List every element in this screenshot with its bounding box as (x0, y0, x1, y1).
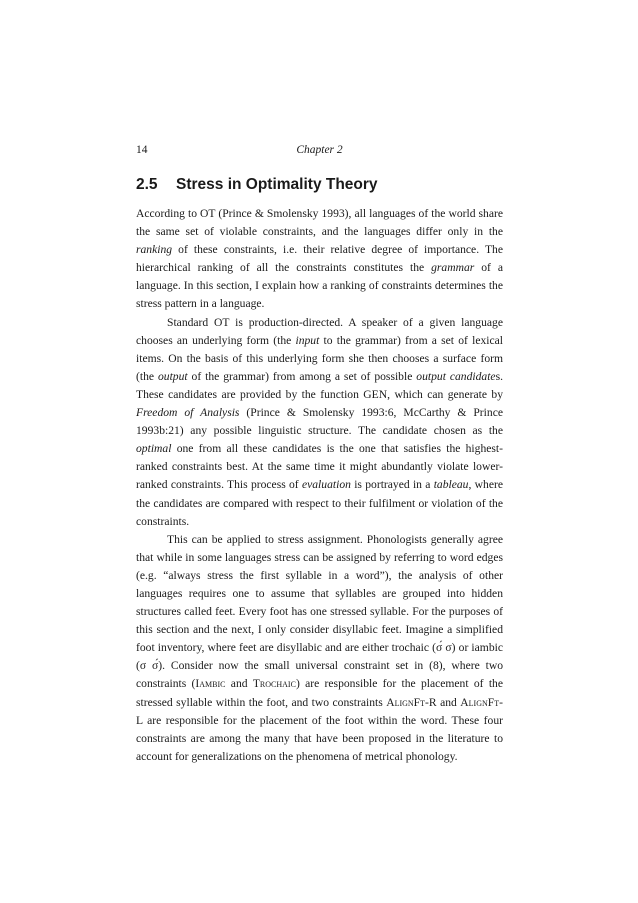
text-run: s. These candidates are provided by the function GEN, which can generate by (136, 369, 503, 401)
text-run: -R and (425, 695, 461, 709)
paragraph (136, 205, 503, 314)
constraint-name: Iambic (195, 677, 226, 691)
emphasized-term: ranking (136, 243, 173, 257)
text-run: is portrayed in a (350, 478, 434, 492)
section-number: 2.5 (136, 176, 158, 193)
text-run: of these constraints, i.e. their relative degree of importance. The hierarchical ranking of all the constraints constitutes the (136, 243, 503, 275)
text-run: Standard OT is production-directed. A speaker of a given language chooses an underlying form (the (136, 315, 503, 347)
emphasized-term: optimal (136, 442, 172, 456)
text-run: to the grammar) from a set of lexical items. On the basis of this underlying form she then chooses a surface form (the (136, 333, 503, 383)
section-heading (136, 176, 503, 194)
text-run: This can be applied to stress assignment. Phonologists generally agree that while in some languages stress can be assigned by referring to word edges (e.g. “always stress the first syllable in a word”), the analysis of other languages requires one to assume that syllables are grouped into hidden structures called feet. Every foot has one stressed syllable. For the purposes of this section and the next, I only consider disyllabic feet. Imagine a simplified foot inventory, where feet are disyllabic and are either trochaic (σ́ σ) or iambic (σ σ́). Consider now the small universal constraint set in (8), where two constraints ( (136, 532, 503, 691)
constraint-name: Trochaic (252, 677, 296, 691)
text-run: -L are responsible for the placement of the foot within the word. These four constraints are among the many that have been proposed in the literature to account for generalizations on the phenomena of metrical phonology. (136, 695, 503, 763)
emphasized-term: input (295, 333, 320, 347)
constraint-name: AlignFt (460, 695, 500, 709)
emphasized-term: grammar (431, 261, 475, 275)
body-text (136, 205, 503, 766)
paragraph (136, 531, 503, 766)
text-run: (Prince & Smolensky 1993:6, McCarthy & Prince 1993b:21) any possible linguistic structure. The candidate chosen as the (136, 406, 503, 438)
section-title: Stress in Optimality Theory (176, 176, 378, 193)
emphasized-term: evaluation (301, 478, 351, 492)
emphasized-term: tableau (433, 478, 469, 492)
constraint-name: AlignFt (386, 695, 426, 709)
text-run: of a language. In this section, I explain how a ranking of constraints determines the stress pattern in a language. (136, 261, 503, 311)
text-run: of the grammar) from among a set of possible (187, 369, 417, 383)
paragraph (136, 314, 503, 531)
text-run: one from all these candidates is the one that satisfies the highest-ranked constraints best. At the same time it might abundantly violate lower-ranked constraints. This process of (136, 442, 503, 492)
emphasized-term: Freedom of Analysis (136, 406, 240, 420)
text-run: According to OT (Prince & Smolensky 1993), all languages of the world share the same set of violable constraints, and the languages differ only in the (136, 207, 503, 239)
emphasized-term: output candidate (416, 369, 496, 383)
page-number: 14 (136, 144, 148, 156)
chapter-label: Chapter 2 (296, 144, 343, 156)
running-head (136, 144, 503, 162)
text-run: ) are responsible for the placement of the stressed syllable within the foot, and two constraints (136, 677, 503, 709)
text-run: , where the candidates are compared with respect to their fulfilment or violation of the constraints. (136, 478, 503, 528)
emphasized-term: output (157, 369, 188, 383)
text-run: and (225, 677, 253, 691)
